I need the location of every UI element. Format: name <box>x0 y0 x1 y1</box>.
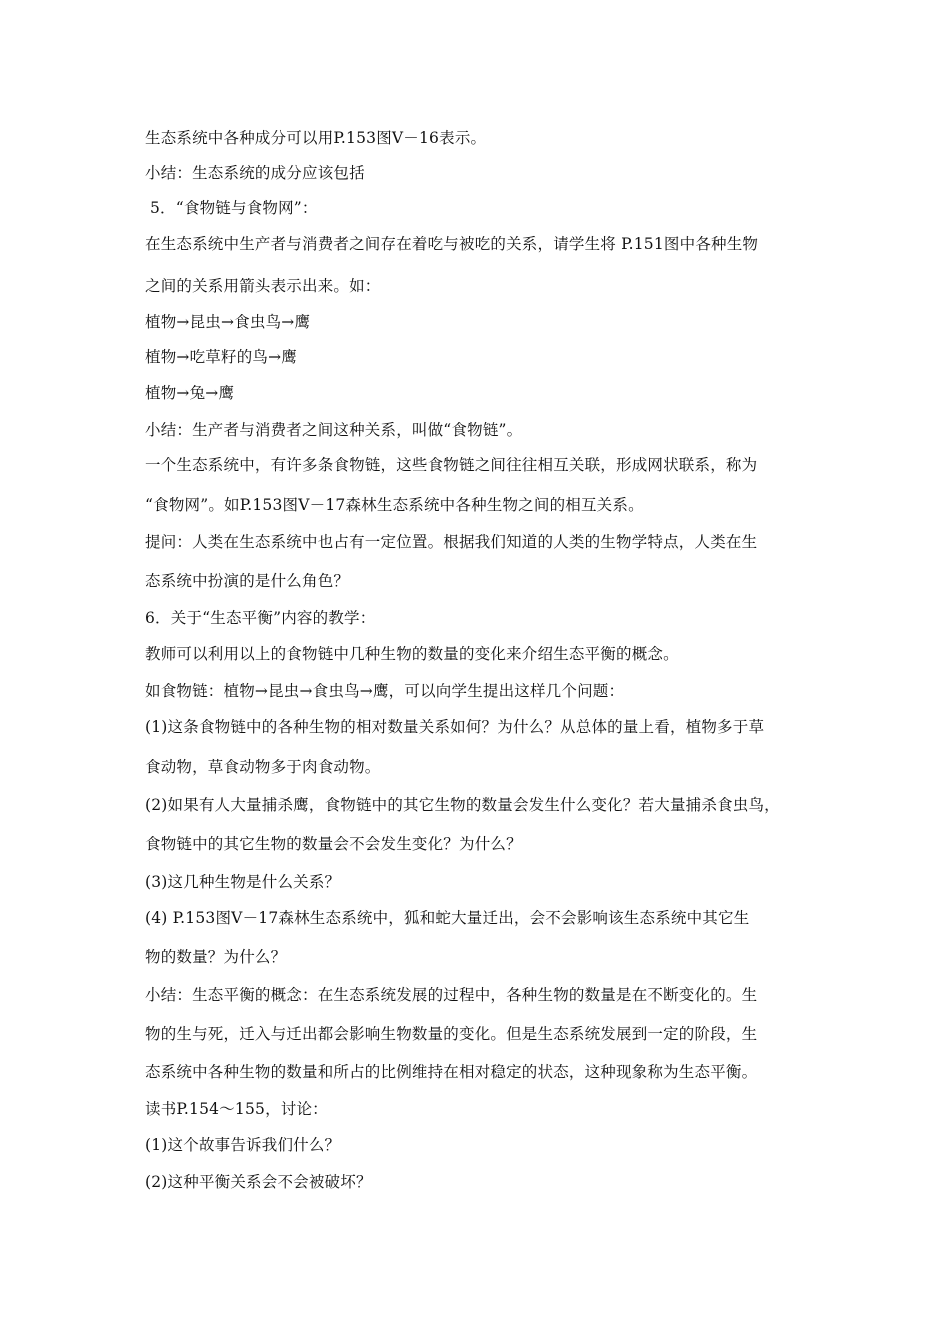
text-line: (1)这条食物链中的各种生物的相对数量关系如何？为什么？从总体的量上看，植物多于草 <box>145 718 765 736</box>
text-line: (2)如果有人大量捕杀鹰，食物链中的其它生物的数量会发生什么变化？若大量捕杀食虫鸟， <box>145 796 780 814</box>
food-chain-line: 植物→吃草籽的鸟→鹰 <box>145 348 297 366</box>
text-line: 读书P.154～155，讨论： <box>145 1100 328 1118</box>
section-heading: 5．“食物链与食物网”： <box>150 199 318 217</box>
text-line: 食动物，草食动物多于肉食动物。 <box>145 758 381 776</box>
text-line: 物的生与死，迁入与迁出都会影响生物数量的变化。但是生态系统发展到一定的阶段，生 <box>145 1025 758 1043</box>
text-line: 之间的关系用箭头表示出来。如： <box>145 277 381 295</box>
text-line: (3)这几种生物是什么关系？ <box>145 873 341 891</box>
text-line: 如食物链：植物→昆虫→食虫鸟→鹰，可以向学生提出这样几个问题： <box>145 682 625 700</box>
text-line: 生态系统中各种成分可以用P.153图Ⅴ－16表示。 <box>145 129 487 147</box>
text-line: (2)这种平衡关系会不会被破坏？ <box>145 1173 372 1191</box>
text-line: (1)这个故事告诉我们什么？ <box>145 1136 341 1154</box>
text-line: 在生态系统中生产者与消费者之间存在着吃与被吃的关系，请学生将 P.151图中各种生物 <box>145 235 759 253</box>
text-line: 态系统中扮演的是什么角色？ <box>145 572 350 590</box>
text-line: 小结：生产者与消费者之间这种关系，叫做“食物链”。 <box>145 421 523 439</box>
section-heading: 6．关于“生态平衡”内容的教学： <box>145 609 376 627</box>
text-line: 小结：生态平衡的概念：在生态系统发展的过程中，各种生物的数量是在不断变化的。生 <box>145 986 758 1004</box>
text-line: 提问：人类在生态系统中也占有一定位置。根据我们知道的人类的生物学特点，人类在生 <box>145 533 758 551</box>
text-line: 一个生态系统中，有许多条食物链，这些食物链之间往往相互关联，形成网状联系，称为 <box>145 456 758 474</box>
food-chain-line: 植物→兔→鹰 <box>145 384 235 402</box>
text-line: “食物网”。如P.153图Ⅴ－17森林生态系统中各种生物之间的相互关系。 <box>145 496 644 514</box>
food-chain-line: 植物→昆虫→食虫鸟→鹰 <box>145 313 311 331</box>
text-line: (4) P.153图Ⅴ－17森林生态系统中，狐和蛇大量迁出，会不会影响该生态系统中其它生 <box>145 909 750 927</box>
text-line: 教师可以利用以上的食物链中几种生物的数量的变化来介绍生态平衡的概念。 <box>145 645 679 663</box>
text-line: 食物链中的其它生物的数量会不会发生变化？为什么？ <box>145 835 522 853</box>
text-line: 态系统中各种生物的数量和所占的比例维持在相对稳定的状态，这种现象称为生态平衡。 <box>145 1063 758 1081</box>
text-line: 小结：生态系统的成分应该包括 <box>145 164 365 182</box>
text-line: 物的数量？为什么？ <box>145 948 287 966</box>
